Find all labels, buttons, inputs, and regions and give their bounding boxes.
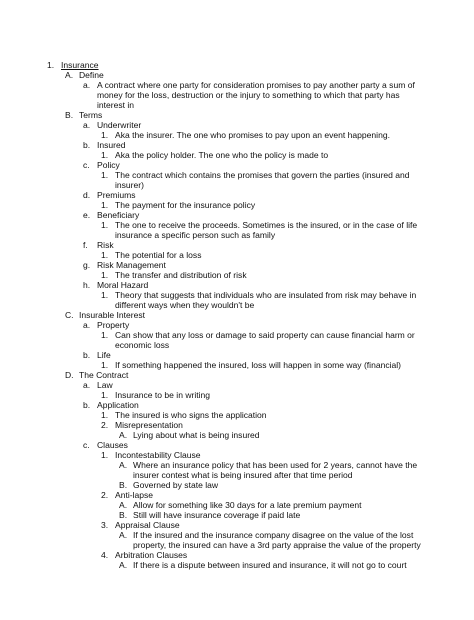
term-definition-text: The potential for a loss [115, 250, 202, 260]
list-marker: B. [65, 110, 74, 120]
list-marker: 1. [101, 360, 109, 370]
list-marker: a. [83, 80, 91, 90]
clause-detail-text: If there is a dispute between insured and insurance, it will not go to court [133, 560, 407, 570]
term-label: Beneficiary [97, 210, 140, 220]
list-marker: 1. [101, 270, 109, 280]
list-marker: 2. [101, 420, 109, 430]
list-marker: 1. [101, 170, 109, 180]
contract-label: Law [97, 380, 113, 390]
list-marker: e. [83, 210, 91, 220]
list-marker: c. [83, 440, 90, 450]
clause-detail-cont: insurer contest what is being insured after that time period [133, 470, 353, 480]
interest-label: Property [97, 320, 130, 330]
list-marker: A. [119, 560, 128, 570]
list-marker: c. [83, 160, 90, 170]
list-marker: 1. [101, 220, 109, 230]
contract-subdetail-text: Lying about what is being insured [133, 430, 260, 440]
term-definition-cont: different ways when they wouldn't be [115, 300, 255, 310]
list-marker: A. [119, 430, 128, 440]
list-marker: b. [83, 140, 91, 150]
list-marker: 1. [101, 330, 109, 340]
term-definition-text: Theory that suggests that individuals who are insulated from risk may behave in [115, 290, 417, 300]
clause-detail-text: Allow for something like 30 days for a late premium payment [133, 500, 362, 510]
contract-detail-text: Insurance to be in writing [115, 390, 211, 400]
list-marker: g. [83, 260, 91, 270]
list-marker: a. [83, 380, 91, 390]
list-marker: 1. [101, 150, 109, 160]
term-definition-cont: insurer) [115, 180, 144, 190]
clause-label: Incontestability Clause [115, 450, 201, 460]
term-definition-text: Aka the policy holder. The one who the policy is made to [115, 150, 329, 160]
clause-detail-text: Where an insurance policy that has been used for 2 years, cannot have the [133, 460, 418, 470]
list-marker: 1. [47, 60, 55, 70]
clause-detail-cont: property, the insured can have a 3rd party appraise the value of the property [133, 540, 421, 550]
clause-label: Anti-lapse [115, 490, 154, 500]
contract-label: Clauses [97, 440, 128, 450]
list-marker: 1. [101, 290, 109, 300]
heading-contract: The Contract [79, 370, 129, 380]
clause-detail-text: Governed by state law [133, 480, 219, 490]
definition-text: A contract where one party for consideration promises to pay another party a sum of [97, 80, 415, 90]
list-marker: 1. [101, 250, 109, 260]
term-label: Insured [97, 140, 126, 150]
list-marker: C. [65, 310, 74, 320]
list-marker: A. [65, 70, 74, 80]
term-label: Underwriter [97, 120, 142, 130]
term-definition-text: The contract which contains the promises that govern the parties (insured and [115, 170, 410, 180]
contract-detail-text: Misrepresentation [115, 420, 183, 430]
contract-label: Application [97, 400, 139, 410]
list-marker: 3. [101, 520, 109, 530]
list-marker: d. [83, 190, 91, 200]
heading-define: Define [79, 70, 104, 80]
heading-terms: Terms [79, 110, 103, 120]
section-title: Insurance [61, 60, 99, 70]
list-marker: 4. [101, 550, 109, 560]
list-marker: a. [83, 320, 91, 330]
term-definition-text: The payment for the insurance policy [115, 200, 256, 210]
list-marker: B. [119, 480, 128, 490]
clause-detail-text: If the insured and the insurance company disagree on the value of the lost [133, 530, 414, 540]
list-marker: 2. [101, 490, 109, 500]
term-label: Risk [97, 240, 114, 250]
list-marker: 1. [101, 410, 109, 420]
term-label: Policy [97, 160, 120, 170]
list-marker: A. [119, 460, 128, 470]
interest-label: Life [97, 350, 111, 360]
interest-definition-text: Can show that any loss or damage to said property can cause financial harm or [115, 330, 415, 340]
list-marker: B. [119, 510, 128, 520]
clause-label: Arbitration Clauses [115, 550, 188, 560]
list-marker: f. [83, 240, 88, 250]
list-marker: h. [83, 280, 91, 290]
term-definition-text: The transfer and distribution of risk [115, 270, 247, 280]
list-marker: b. [83, 400, 91, 410]
list-marker: A. [119, 530, 128, 540]
term-label: Moral Hazard [97, 280, 149, 290]
list-marker: b. [83, 350, 91, 360]
clause-detail-text: Still will have insurance coverage if paid late [133, 510, 301, 520]
list-marker: 1. [101, 390, 109, 400]
list-marker: A. [119, 500, 128, 510]
term-definition-text: Aka the insurer. The one who promises to pay upon an event happening. [115, 130, 390, 140]
heading-insurable-interest: Insurable Interest [79, 310, 146, 320]
definition-text-cont: interest in [97, 100, 135, 110]
list-marker: 1. [101, 130, 109, 140]
interest-definition-text: If something happened the insured, loss will happen in some way (financial) [115, 360, 402, 370]
term-label: Premiums [97, 190, 136, 200]
term-definition-cont: insurance a specific person such as family [115, 230, 276, 240]
clause-label: Appraisal Clause [115, 520, 180, 530]
list-marker: 1. [101, 200, 109, 210]
interest-definition-cont: economic loss [115, 340, 170, 350]
term-label: Risk Management [97, 260, 166, 270]
definition-text-cont: money for the loss, destruction or the injury to something to which that party has [97, 90, 400, 100]
term-definition-text: The one to receive the proceeds. Sometimes is the insured, or in the case of life [115, 220, 418, 230]
list-marker: D. [65, 370, 74, 380]
list-marker: a. [83, 120, 91, 130]
list-marker: 1. [101, 450, 109, 460]
contract-detail-text: The insured is who signs the application [115, 410, 267, 420]
